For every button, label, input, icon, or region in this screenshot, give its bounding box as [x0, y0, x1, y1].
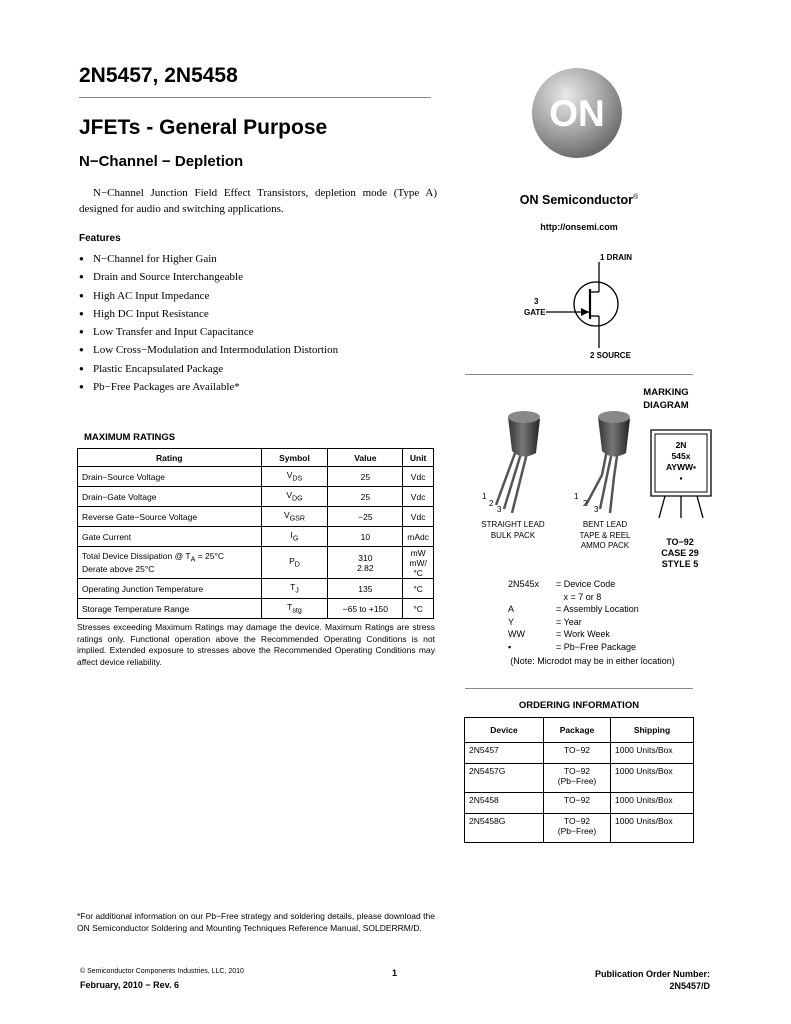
unit-cell [403, 547, 434, 579]
title-divider [79, 97, 431, 98]
package-note: (Pb−Free) [557, 826, 597, 836]
microdot-note: (Note: Microdot may be in either location) [510, 656, 675, 666]
case-line3: STYLE 5 [661, 559, 699, 569]
legend-key: ▪ [508, 641, 512, 652]
unit-cell: °C [403, 599, 434, 619]
table-row [465, 743, 694, 764]
case-line1: TO−92 [666, 537, 694, 547]
unit-text: mW [410, 547, 426, 558]
package-cell [544, 814, 611, 843]
symbol-subscript: G [292, 534, 299, 543]
bent-lead-line2: TAPE & REEL [579, 530, 631, 540]
pin-number: 1 [574, 492, 579, 501]
footnote: *For additional information on our Pb−Free strategy and soldering details, please download the ON Semiconductor Soldering and Mounting Techniques Reference Manual, SOLDERRM/D. [77, 911, 435, 933]
package-cell: TO−92 [544, 793, 611, 814]
table-header-row [465, 718, 694, 743]
unit-cell: Vdc [403, 507, 434, 527]
bent-lead-line3: AMMO PACK [580, 541, 630, 550]
symbol-subscript: J [295, 586, 299, 595]
feature-list [79, 250, 338, 396]
bent-lead-line1: BENT LEAD [582, 520, 628, 529]
column-header: Value [328, 449, 403, 467]
rating-cell: Operating Junction Temperature [78, 579, 262, 599]
section-divider [465, 688, 693, 689]
marking-text [651, 440, 711, 484]
table-row [78, 507, 434, 527]
unit-text-line2: mW/°C [409, 557, 427, 578]
legend-value: = Pb−Free Package [556, 641, 637, 652]
shipping-cell: 1000 Units/Box [611, 743, 694, 764]
table-row [465, 793, 694, 814]
legend-value: = Year [556, 616, 582, 627]
table-row [78, 579, 434, 599]
marking-line4: ▪ [679, 473, 683, 483]
intro-text: N−Channel Junction Field Effect Transistors, depletion mode (Type A) designed for audio and switching applications. [79, 187, 437, 215]
company-name-text: ON Semiconductor [519, 193, 634, 207]
package-cell: TO−92 [544, 743, 611, 764]
symbol-cell [261, 599, 328, 619]
feature-item: ● High AC Input Impedance [79, 287, 338, 305]
legend-row [508, 641, 639, 654]
value-cell: 135 [328, 579, 403, 599]
symbol-text: V [286, 490, 292, 501]
pin-number: 2 [489, 499, 494, 508]
pin-number: 3 [594, 505, 599, 514]
company-name [465, 193, 693, 207]
symbol-subscript: DG [292, 494, 303, 503]
legend-value: = Work Week [556, 629, 610, 639]
jfet-symbol [540, 262, 630, 352]
marking-legend [508, 578, 639, 653]
legend-key: Y [508, 616, 515, 627]
gate-label: GATE [524, 308, 546, 317]
unit-cell: °C [403, 579, 434, 599]
symbol-text: T [287, 602, 293, 613]
document-subtitle: N−Channel − Depletion [79, 153, 244, 170]
legend-row [508, 578, 639, 591]
column-header: Device [465, 718, 544, 743]
marking-title-line1: MARKING [643, 387, 689, 398]
pin-number: 2 [583, 499, 588, 508]
device-cell: 2N5457G [465, 764, 544, 793]
column-header: Symbol [261, 449, 328, 467]
shipping-cell: 1000 Units/Box [611, 814, 694, 843]
value-text-line2: 2.82 [357, 562, 374, 573]
table-row [78, 527, 434, 547]
device-cell: 2N5458 [465, 793, 544, 814]
table-row [465, 814, 694, 843]
max-ratings-title: MAXIMUM RATINGS [84, 432, 176, 443]
symbol-text: P [289, 556, 295, 567]
rating-text-tail: = 25°C [195, 551, 225, 562]
marking-title-line2: DIAGRAM [643, 400, 689, 411]
on-semiconductor-logo [531, 67, 623, 159]
column-header: Shipping [611, 718, 694, 743]
symbol-subscript: GSR [289, 514, 305, 523]
part-number-title: 2N5457, 2N5458 [79, 64, 238, 87]
straight-lead-line2: BULK PACK [490, 530, 536, 540]
company-url: http://onsemi.com [540, 222, 618, 232]
publication-label: Publication Order Number: [594, 969, 710, 979]
unit-cell: mAdc [403, 527, 434, 547]
table-row [78, 547, 434, 579]
source-label: 2 SOURCE [590, 351, 631, 360]
section-divider [465, 374, 693, 375]
gate-pin-number: 3 [534, 297, 539, 306]
shipping-cell: 1000 Units/Box [611, 793, 694, 814]
unit-cell: Vdc [403, 487, 434, 507]
publication-code: 2N5457/D [669, 981, 710, 991]
straight-lead-line1: STRAIGHT LEAD [481, 520, 545, 529]
rating-subscript: A [190, 555, 196, 564]
logo-text: ON [549, 93, 605, 134]
feature-item: ● Drain and Source Interchangeable [79, 268, 338, 286]
features-heading: Features [79, 233, 121, 244]
symbol-cell [261, 467, 328, 487]
legend-row [508, 628, 639, 641]
rating-text: Total Device Dissipation @ T [82, 551, 191, 562]
document-title: JFETs - General Purpose [79, 116, 328, 139]
symbol-subscript: D [294, 560, 300, 569]
package-note: (Pb−Free) [557, 776, 597, 786]
feature-item: ● Pb−Free Packages are Available* [79, 378, 338, 396]
revision-date: February, 2010 − Rev. 6 [80, 980, 179, 990]
symbol-cell [261, 579, 328, 599]
value-cell: 25 [328, 467, 403, 487]
package-text: TO−92 [563, 816, 591, 826]
rating-cell: Drain−Gate Voltage [78, 487, 262, 507]
value-cell: 10 [328, 527, 403, 547]
value-cell [328, 547, 403, 579]
unit-cell: Vdc [403, 467, 434, 487]
drain-label: 1 DRAIN [600, 253, 633, 262]
symbol-subscript: stg [292, 606, 302, 615]
feature-item: ● Plastic Encapsulated Package [79, 360, 338, 378]
case-line2: CASE 29 [661, 548, 699, 558]
column-header: Unit [403, 449, 434, 467]
feature-item: ● High DC Input Resistance [79, 305, 338, 323]
value-text: 310 [358, 552, 373, 563]
intro-paragraph [79, 185, 437, 217]
table-row [465, 764, 694, 793]
bent-lead-caption [560, 520, 650, 552]
ratings-notes: Stresses exceeding Maximum Ratings may damage the device. Maximum Ratings are stress ratings only. Functional operation above the Recommended Operating Conditions is not implied. Extended exposure to stresses above the Recommended Operating Conditions may affect device reliability. [77, 622, 435, 667]
symbol-cell [261, 487, 328, 507]
package-cell [544, 764, 611, 793]
legend-value: = Assembly Location [556, 604, 639, 614]
rating-cell: Reverse Gate−Source Voltage [78, 507, 262, 527]
symbol-text: V [286, 470, 293, 481]
legend-row [508, 591, 639, 604]
rating-cell: Gate Current [78, 527, 262, 547]
bent-lead-package-image [568, 405, 648, 515]
feature-item: ● Low Cross−Modulation and Intermodulation Distortion [79, 341, 338, 359]
value-cell: −25 [328, 507, 403, 527]
symbol-text: V [283, 510, 290, 521]
table-row [78, 487, 434, 507]
publication-number [595, 968, 710, 992]
marking-line3: AYWW▪ [665, 462, 697, 472]
feature-item: ● N−Channel for Higher Gain [79, 250, 338, 268]
symbol-cell [261, 507, 328, 527]
table-header-row [78, 449, 434, 467]
pin-number: 1 [482, 492, 487, 501]
ordering-info-title: ORDERING INFORMATION [518, 700, 640, 711]
legend-row [508, 603, 639, 616]
legend-key: WW [508, 629, 525, 639]
value-cell: 25 [328, 487, 403, 507]
symbol-text: I [290, 530, 293, 541]
copyright: © Semiconductor Components Industries, LLC, 2010 [80, 968, 244, 975]
ordering-table [464, 717, 694, 843]
column-header: Package [544, 718, 611, 743]
registered-mark: ® [633, 193, 639, 201]
legend-value: x = 7 or 8 [556, 591, 602, 602]
column-header: Rating [78, 449, 262, 467]
package-text: TO−92 [563, 766, 591, 776]
value-cell: −65 to +150 [328, 599, 403, 619]
pin-number: 3 [497, 505, 502, 514]
marking-line1: 2N [675, 440, 687, 450]
marking-line2: 545x [671, 451, 691, 461]
max-ratings-table [77, 448, 434, 619]
legend-row [508, 616, 639, 629]
straight-lead-caption [468, 520, 558, 541]
device-cell: 2N5458G [465, 814, 544, 843]
legend-key: 2N545x [508, 579, 540, 589]
feature-item: ● Low Transfer and Input Capacitance [79, 323, 338, 341]
symbol-subscript: DS [292, 474, 303, 483]
symbol-cell [261, 527, 328, 547]
rating-cell [78, 547, 262, 579]
table-row [78, 599, 434, 619]
case-label [640, 537, 720, 570]
table-row [78, 467, 434, 487]
page-number: 1 [392, 968, 398, 978]
shipping-cell: 1000 Units/Box [611, 764, 694, 793]
symbol-text: T [290, 582, 296, 593]
symbol-cell [261, 547, 328, 579]
legend-value: = Device Code [556, 579, 616, 589]
device-cell: 2N5457 [465, 743, 544, 764]
rating-cell: Storage Temperature Range [78, 599, 262, 619]
rating-cell: Drain−Source Voltage [78, 467, 262, 487]
legend-key: A [508, 604, 515, 614]
rating-text-line2: Derate above 25°C [82, 563, 155, 574]
